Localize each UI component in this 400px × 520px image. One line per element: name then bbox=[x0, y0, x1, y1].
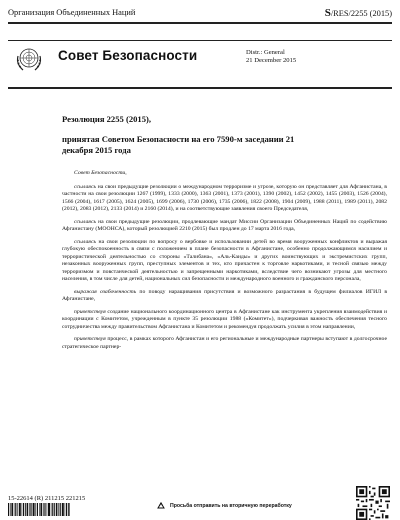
document-symbol bbox=[325, 6, 392, 21]
header-rule bbox=[8, 22, 392, 24]
address-line: Совет Безопасности, bbox=[74, 170, 127, 176]
qr-code-icon bbox=[356, 486, 390, 520]
resolution-body bbox=[62, 170, 387, 356]
header-row bbox=[8, 6, 392, 20]
council-name: Совет Безопасности bbox=[58, 48, 198, 63]
document-meta bbox=[246, 49, 296, 65]
barcode-icon bbox=[8, 503, 70, 516]
masthead-bottom-rule bbox=[8, 87, 392, 89]
preamble-paragraph: выражая озабоченность по поводу наращивания присутствия и возможного разрастания в будущем филиалов ИГИЛ в Афганистане, bbox=[62, 288, 387, 302]
preamble-paragraph: ссылаясь на свои предыдущие резолюции, продлевающие мандат Миссии Организации Объединенных Наций по содействию Афганистану (МООНСА), который резолюцией 2210 (2015) был продлен до 17 марта 2016 года, bbox=[62, 218, 387, 232]
recycle-note: Просьба отправить на вторичную переработку bbox=[170, 503, 292, 509]
job-number: 15-22614 (R) 211215 221215 bbox=[8, 495, 86, 502]
recycle-icon bbox=[156, 502, 166, 512]
un-emblem-icon bbox=[14, 44, 44, 74]
resolution-title: Резолюция 2255 (2015), bbox=[62, 114, 152, 124]
organization-name: Организация Объединенных Наций bbox=[8, 8, 136, 17]
masthead-top-rule bbox=[8, 40, 392, 41]
symbol-prefix: S bbox=[324, 7, 331, 19]
preamble-paragraph: ссылаясь на свои резолюции по вопросу о вербовке и использовании детей во время вооруженных конфликтов и выражая глубокую обеспокоенность в связи с положением в плане безопасности в Афганистане, особенно продолжающимся насилием и террористической деятельностью со стороны «Талибана», «Аль-Каиды» и других воинствующих и экстремистских групп, незаконных вооруженных групп, преступных элементов и тех, кто причастен к торговле наркотиками, и тесной связью между терроризмом и повстанческой деятельностью и запрещенными наркотиками, вследствие чего возникают угрозы для местного населения, в том числе для детей, национальных сил безопасности и международного военного и гражданского персонала, bbox=[62, 238, 387, 282]
adoption-line: принятая Советом Безопасности на его 7590-м заседании 21 декабря 2015 года bbox=[62, 134, 295, 155]
preamble-paragraph: ссылаясь на свои предыдущие резолюции о международном терроризме и угрозе, которую он представляет для Афганистана, в частности на свои резолюции 1267 (1999), 1333 (2000), 1363 (2001), 1373 (2001), 1390 (2002), 1452 (2002), 1455 (2003), 1526 (2004), 1566 (2004), 1617 (2005), 1624 (2005), 1699 (2006), 1730 (2006), 1735 (2006), 1822 (2008), 1904 (2009), 1988 (2011), 1989 (2011), 2082 (2012), 2083 (2012), 2133 (2014) и 2160 (2014), и на соответствующие заявления своего Председателя, bbox=[62, 183, 387, 212]
preamble-paragraph: приветствуя создание национального координационного центра в Афганистане как инструмента укрепления взаимодействия и координации с Комитетом, учрежденным в пункте 35 резолюции 1988 («Комитет»), подчеркивая важность обеспечения тесного сотрудничества между правительством Афганистана и Комитетом и рекомендуя продолжать усилия в этом направлении, bbox=[62, 308, 387, 330]
issue-date: 21 December 2015 bbox=[246, 57, 297, 65]
distribution: Distr.: General bbox=[246, 49, 285, 56]
symbol-rest: /RES/2255 (2015) bbox=[330, 9, 392, 18]
preamble-paragraph: приветствуя процесс, в рамках которого Афганистан и его региональные и международные партнеры вступают в долгосрочное стратегическое партнер- bbox=[62, 336, 387, 350]
